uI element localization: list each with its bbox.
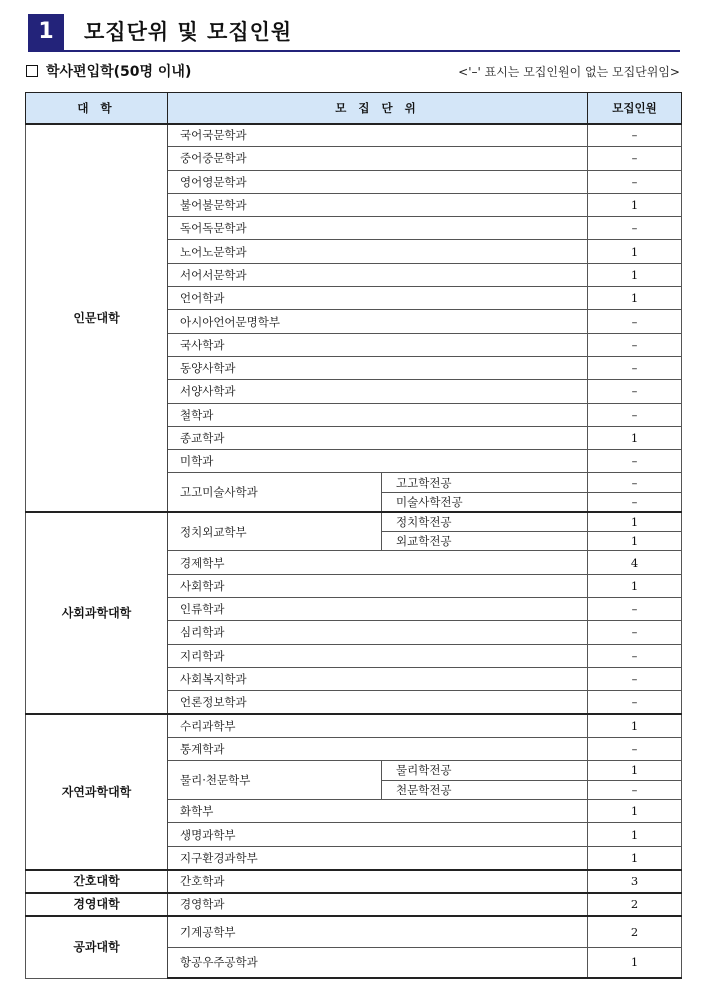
count-cell: –	[588, 217, 682, 240]
major-cell: 고고미술사학과	[168, 473, 382, 512]
table-row	[26, 714, 682, 737]
sub-major-cell: 미술사학전공	[382, 492, 588, 512]
count-cell: 1	[588, 761, 682, 781]
count-cell: 1	[588, 287, 682, 310]
quota-table	[25, 92, 682, 979]
major-cell: 항공우주공학과	[168, 947, 588, 978]
sub-major-cell: 정치학전공	[382, 512, 588, 532]
sub-major-cell: 물리학전공	[382, 761, 588, 781]
college-cell: 경영대학	[26, 893, 168, 916]
count-cell: 1	[588, 714, 682, 737]
sub-major-cell: 천문학전공	[382, 780, 588, 800]
count-cell: –	[588, 170, 682, 193]
count-cell: 1	[588, 512, 682, 532]
header-college: 대 학	[26, 93, 168, 124]
header-count: 모집인원	[588, 93, 682, 124]
count-cell: 1	[588, 263, 682, 286]
count-cell: 1	[588, 947, 682, 978]
count-cell: 1	[588, 193, 682, 216]
legend-note: <'–' 표시는 모집인원이 없는 모집단위임>	[458, 65, 680, 79]
major-cell: 간호학과	[168, 870, 588, 893]
count-cell: –	[588, 333, 682, 356]
count-cell: –	[588, 492, 682, 512]
table-header-row	[26, 93, 682, 124]
major-cell: 사회학과	[168, 574, 588, 597]
major-cell: 통계학과	[168, 737, 588, 760]
count-cell: –	[588, 310, 682, 333]
major-cell: 중어중문학과	[168, 147, 588, 170]
count-cell: –	[588, 356, 682, 379]
count-cell: 1	[588, 240, 682, 263]
major-cell: 서어서문학과	[168, 263, 588, 286]
major-cell: 생명과학부	[168, 823, 588, 846]
count-cell: 4	[588, 551, 682, 574]
count-cell: 2	[588, 916, 682, 947]
major-cell: 경제학부	[168, 551, 588, 574]
section-number: 1	[28, 14, 64, 50]
major-cell: 경영학과	[168, 893, 588, 916]
major-cell: 아시아언어문명학부	[168, 310, 588, 333]
major-cell: 철학과	[168, 403, 588, 426]
title-divider	[28, 50, 680, 52]
count-cell: 1	[588, 426, 682, 449]
count-cell: –	[588, 403, 682, 426]
count-cell: 1	[588, 846, 682, 869]
table-body	[26, 124, 682, 979]
square-bullet-icon	[26, 65, 38, 77]
section-header	[28, 14, 680, 52]
count-cell: 3	[588, 870, 682, 893]
college-cell: 간호대학	[26, 870, 168, 893]
count-cell: –	[588, 644, 682, 667]
subtitle-row	[26, 62, 680, 82]
count-cell: –	[588, 124, 682, 147]
sub-major-cell: 고고학전공	[382, 473, 588, 493]
college-cell: 공과대학	[26, 916, 168, 978]
count-cell: –	[588, 667, 682, 690]
college-cell: 사회과학대학	[26, 512, 168, 714]
section-title: 모집단위 및 모집인원	[84, 20, 293, 44]
count-cell: 2	[588, 893, 682, 916]
major-cell: 사회복지학과	[168, 667, 588, 690]
count-cell: 1	[588, 800, 682, 823]
major-cell: 서양사학과	[168, 380, 588, 403]
major-cell: 국사학과	[168, 333, 588, 356]
table-row	[26, 893, 682, 916]
major-cell: 수리과학부	[168, 714, 588, 737]
count-cell: –	[588, 450, 682, 473]
count-cell: 1	[588, 823, 682, 846]
major-cell: 영어영문학과	[168, 170, 588, 193]
count-cell: –	[588, 380, 682, 403]
count-cell: –	[588, 691, 682, 714]
major-cell: 지구환경과학부	[168, 846, 588, 869]
major-cell: 지리학과	[168, 644, 588, 667]
count-cell: –	[588, 473, 682, 493]
table-row	[26, 916, 682, 947]
major-cell: 물리·천문학부	[168, 761, 382, 800]
count-cell: –	[588, 621, 682, 644]
count-cell: –	[588, 737, 682, 760]
count-cell: –	[588, 598, 682, 621]
table-row	[26, 124, 682, 147]
major-cell: 언어학과	[168, 287, 588, 310]
sub-major-cell: 외교학전공	[382, 531, 588, 551]
major-cell: 동양사학과	[168, 356, 588, 379]
college-cell: 인문대학	[26, 124, 168, 512]
table-row	[26, 870, 682, 893]
count-cell: 1	[588, 574, 682, 597]
header-unit: 모 집 단 위	[168, 93, 588, 124]
major-cell: 정치외교학부	[168, 512, 382, 551]
count-cell: –	[588, 780, 682, 800]
major-cell: 심리학과	[168, 621, 588, 644]
major-cell: 기계공학부	[168, 916, 588, 947]
major-cell: 종교학과	[168, 426, 588, 449]
major-cell: 노어노문학과	[168, 240, 588, 263]
major-cell: 미학과	[168, 450, 588, 473]
count-cell: –	[588, 147, 682, 170]
subtitle: 학사편입학(50명 이내)	[46, 64, 192, 80]
table-row	[26, 512, 682, 532]
college-cell: 자연과학대학	[26, 714, 168, 869]
major-cell: 국어국문학과	[168, 124, 588, 147]
major-cell: 언론정보학과	[168, 691, 588, 714]
major-cell: 독어독문학과	[168, 217, 588, 240]
major-cell: 인류학과	[168, 598, 588, 621]
major-cell: 화학부	[168, 800, 588, 823]
count-cell: 1	[588, 531, 682, 551]
major-cell: 불어불문학과	[168, 193, 588, 216]
